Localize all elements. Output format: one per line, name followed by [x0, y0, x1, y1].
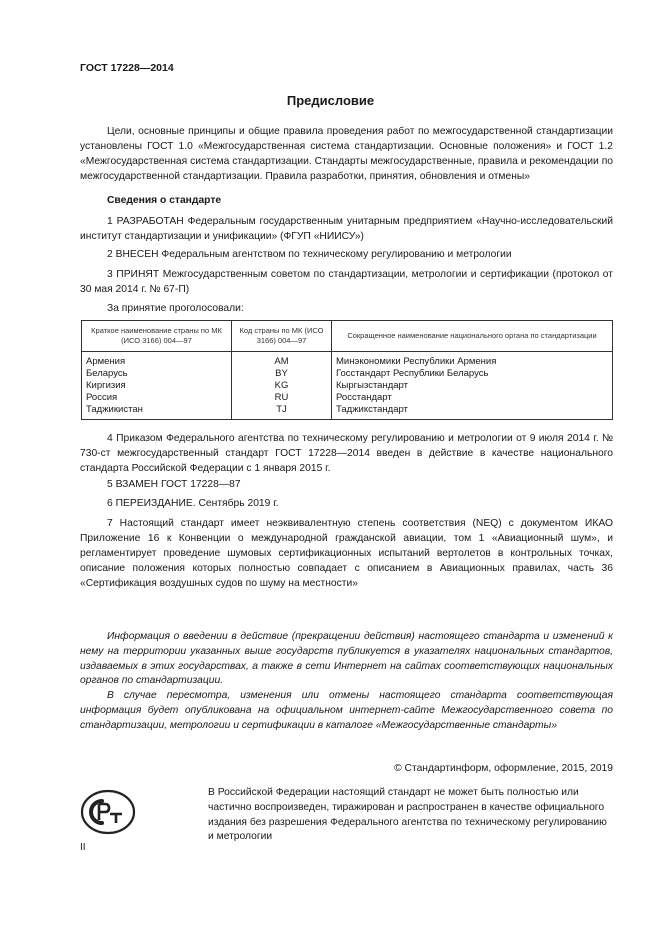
table-row — [82, 380, 613, 392]
section-heading: Сведения о стандарте — [107, 195, 222, 206]
country-cell: Киргизия — [82, 380, 232, 392]
voted-label: За принятие проголосовали: — [107, 303, 244, 314]
table-row — [82, 368, 613, 380]
legal-text: В Российской Федерации настоящий стандарт не может быть полностью или частично воспроизведен, тиражирован и распространен в качестве официального издания без разрешения Федерального агентства по техническому регулированию и метрологии — [208, 787, 607, 843]
item-4: 4 Приказом Федерального агентства по техническому регулированию и метрологии от 9 июля 2014 г. № 730-ст межгосударственный стандарт ГОСТ 17228—2014 введен в действие в качестве национального стандарта Российской Федерации с 1 января 2015 г. — [80, 433, 613, 474]
column-header-body: Сокращенное наименование национального органа по стандартизации — [332, 321, 613, 352]
item-5: 5 ВЗАМЕН ГОСТ 17228—87 — [107, 479, 241, 490]
legal-notice — [208, 786, 613, 845]
column-header-country: Краткое наименование страны по МК (ИСО 3166) 004—97 — [82, 321, 232, 352]
body-cell: Минэкономики Республики Армения — [332, 352, 613, 369]
country-cell: Таджикистан — [82, 404, 232, 420]
table-header-row — [82, 321, 613, 352]
intro-text: Цели, основные принципы и общие правила проведения работ по межгосударственной стандартизации установлены ГОСТ 1.0 «Межгосударственная система стандартизации. Основные положения» и ГОСТ 1.2 «Межгосударственная система стандартизации. Стандарты межгосударственные, правила и рекомендации по межгосударственной стандартизации. Правила разработки, принятия, обновления и отмены» — [80, 126, 613, 182]
body-cell: Таджикстандарт — [332, 404, 613, 420]
table-row — [82, 392, 613, 404]
page-number: II — [80, 842, 86, 853]
table-row — [82, 404, 613, 420]
code-cell: TJ — [232, 404, 332, 420]
column-header-code: Код страны по МК (ИСО 3166) 004—97 — [232, 321, 332, 352]
item-2: 2 ВНЕСЕН Федеральным агентством по техническому регулированию и метрологии — [107, 249, 512, 260]
item-1: 1 РАЗРАБОТАН Федеральным государственным унитарным предприятием «Научно-исследовательский институт стандартизации и унификации» (ФГУП «НИИСУ») — [80, 216, 613, 242]
page-title: Предисловие — [286, 93, 375, 108]
standard-code-header: ГОСТ 17228—2014 — [80, 62, 174, 74]
country-cell: Беларусь — [82, 368, 232, 380]
code-cell: KG — [232, 380, 332, 392]
code-cell: BY — [232, 368, 332, 380]
notice-paragraph-2: В случае пересмотра, изменения или отмены настоящего стандарта соответствующая информация будет опубликована на официальном интернет-сайте Межгосударственного совета по стандартизации, метрологии и сертификации в каталоге «Межгосударственные стандарты» — [80, 690, 613, 731]
rst-mark-icon — [80, 789, 136, 840]
publication-notice — [80, 630, 613, 734]
body-cell: Кыргызстандарт — [332, 380, 613, 392]
country-cell: Россия — [82, 392, 232, 404]
item-3: 3 ПРИНЯТ Межгосударственным советом по стандартизации, метрологии и сертификации (протокол от 30 мая 2014 г. № 67-П) — [80, 269, 613, 295]
body-cell: Росстандарт — [332, 392, 613, 404]
intro-paragraph — [80, 124, 613, 184]
item-7: 7 Настоящий стандарт имеет неэквивалентную степень соответствия (NEQ) с документом ИКАО Приложение 16 к Конвенции о международной гражданской авиации, том 1 «Авиационный шум», и регламентирует проведение шумовых сертификационных испытаний вертолетов в контрольных точках, описание положения которых полностью совпадает с описанием в Авиационных правилах, часть 36 «Сертификация воздушных судов по шуму на местности» — [80, 518, 613, 589]
body-cell: Госстандарт Республики Беларусь — [332, 368, 613, 380]
item-6: 6 ПЕРЕИЗДАНИЕ. Сентябрь 2019 г. — [107, 498, 279, 509]
voting-table — [81, 320, 613, 420]
country-cell: Армения — [82, 352, 232, 369]
code-cell: AM — [232, 352, 332, 369]
copyright-line: © Стандартинформ, оформление, 2015, 2019 — [394, 763, 613, 774]
code-cell: RU — [232, 392, 332, 404]
notice-paragraph-1: Информация о введении в действие (прекращении действия) настоящего стандарта и изменений к нему на территории указанных выше государств публикуется в указателях национальных стандартов, издаваемых в этих государствах, а также в сети Интернет на сайтах соответствующих национальных органов по стандартизации. — [80, 631, 613, 687]
table-row — [82, 352, 613, 369]
